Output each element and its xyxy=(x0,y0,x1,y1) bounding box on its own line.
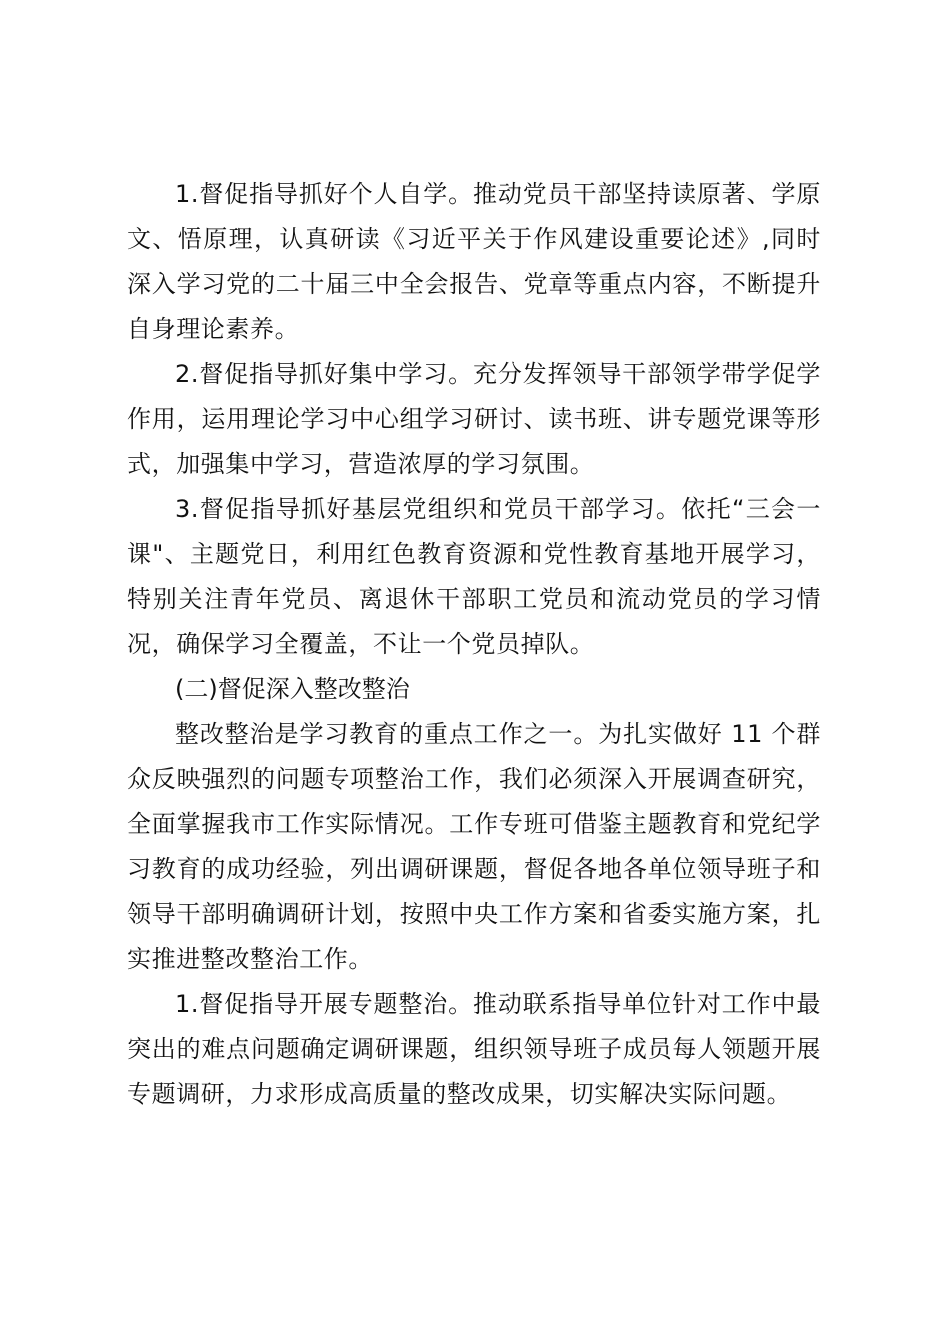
paragraph-personal-study: 1.督促指导抓好个人自学。推动党员干部坚持读原著、学原文、悟原理，认真研读《习近平关于作风建设重要论述》,同时深入学习党的二十届三中全会报告、党章等重点内容，不断提升自身理论素养。 xyxy=(127,180,821,343)
paragraph-group-study: 2.督促指导抓好集中学习。充分发挥领导干部领学带学促学作用，运用理论学习中心组学习研讨、读书班、讲专题党课等形式，加强集中学习，营造浓厚的学习氛围。 xyxy=(127,360,821,478)
document-body xyxy=(127,172,821,1117)
paragraph-special-rectification: 1.督促指导开展专题整治。推动联系指导单位针对工作中最突出的难点问题确定调研课题，组织领导班子成员每人领题开展专题调研，力求形成高质量的整改成果，切实解决实际问题。 xyxy=(127,990,821,1108)
paragraph-grassroots-study: 3.督促指导抓好基层党组织和党员干部学习。依托“三会一课"、主题党日，利用红色教育资源和党性教育基地开展学习，特别关注青年党员、离退休干部职工党员和流动党员的学习情况，确保学习全覆盖，不让一个党员掉队。 xyxy=(127,495,821,658)
section-heading-rectification: (二)督促深入整改整治 xyxy=(175,675,410,703)
paragraph-rectification-intro: 整改整治是学习教育的重点工作之一。为扎实做好 11 个群众反映强烈的问题专项整治工作，我们必须深入开展调查研究，全面掌握我市工作实际情况。工作专班可借鉴主题教育和党纪学习教育的成功经验，列出调研课题，督促各地各单位领导班子和领导干部明确调研计划，按照中央工作方案和省委实施方案，扎实推进整改整治工作。 xyxy=(127,720,821,973)
